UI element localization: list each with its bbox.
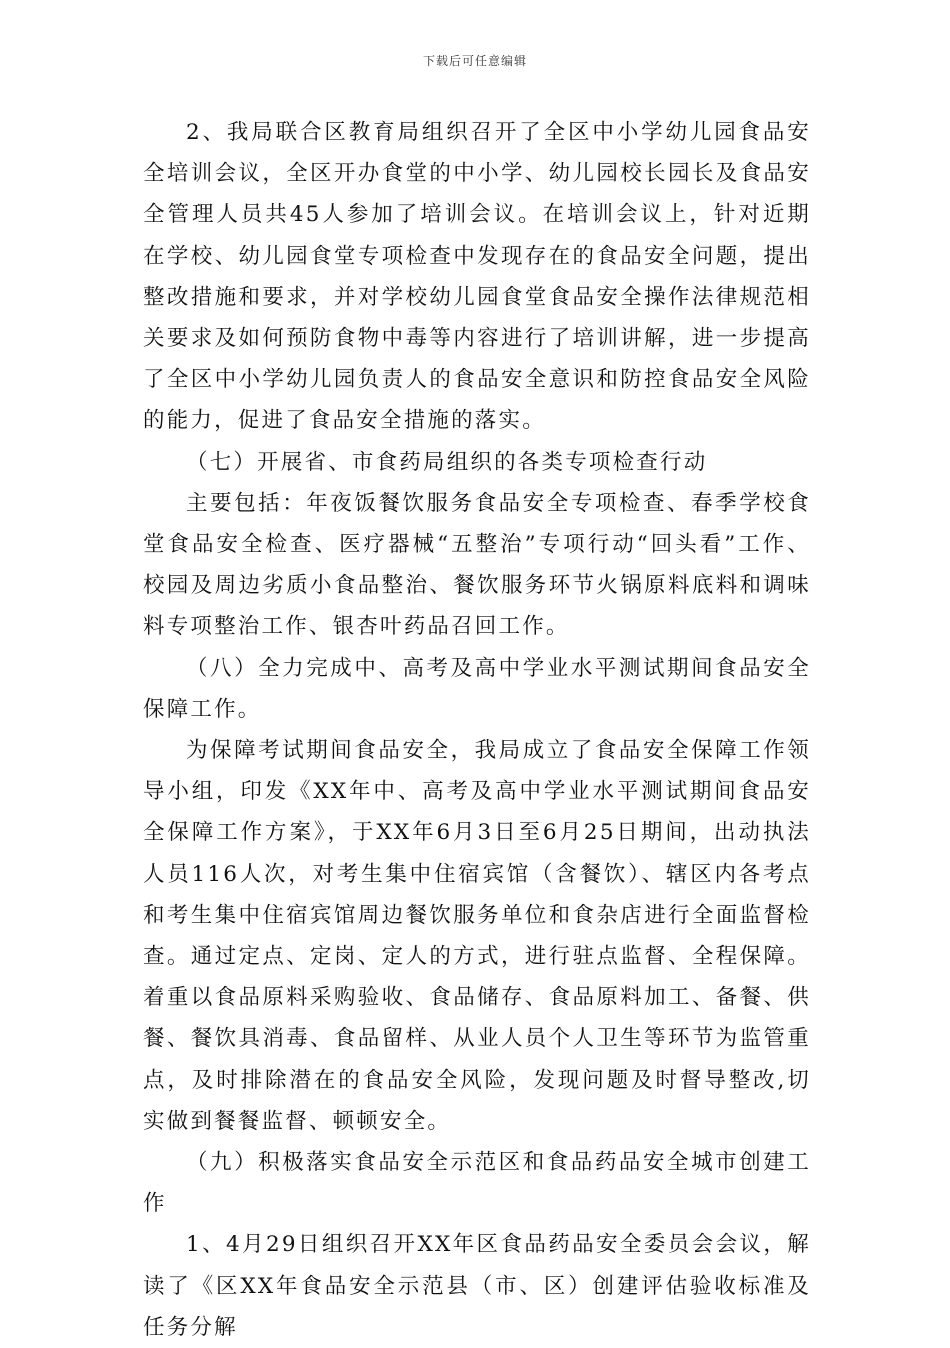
document-body xyxy=(143,112,811,1348)
section-heading-8: （八）全力完成中、高考及高中学业水平测试期间食品安全保障工作。 xyxy=(143,655,811,722)
paragraph-special-inspections: 主要包括：年夜饭餐饮服务食品安全专项检查、春季学校食堂食品安全检查、医疗器械“五整治”专项行动“回头看”工作、校园及周边劣质小食品整治、餐饮服务环节火锅原料底料和调味料专项整治工作、银杏叶药品召回工作。 xyxy=(143,490,811,640)
section-heading-9: （九）积极落实食品安全示范区和食品药品安全城市创建工作 xyxy=(143,1150,811,1217)
paragraph-exam-food-safety: 为保障考试期间食品安全，我局成立了食品安全保障工作领导小组，印发《XX年中、高考及高中学业水平测试期间食品安全保障工作方案》，于XX年6月3日至6月25日期间，出动执法人员116人次，对考生集中住宿宾馆（含餐饮）、辖区内各考点和考生集中住宿宾馆周边餐饮服务单位和食杂店进行全面监督检查。通过定点、定岗、定人的方式，进行驻点监督、全程保障。着重以食品原料采购验收、食品储存、食品原料加工、备餐、供餐、餐饮具消毒、食品留样、从业人员个人卫生等环节为监管重点，及时排除潜在的食品安全风险，发现问题及时督导整改,切实做到餐餐监督、顿顿安全。 xyxy=(143,738,811,1134)
paragraph-committee-meeting: 1、4月29日组织召开XX年区食品药品安全委员会会议，解读了《区XX年食品安全示范县（市、区）创建评估验收标准及任务分解 xyxy=(143,1232,811,1340)
section-heading-7: （七）开展省、市食药局组织的各类专项检查行动 xyxy=(186,449,708,475)
header-note: 下载后可任意编辑 xyxy=(422,54,527,68)
paragraph-training-meeting: 2、我局联合区教育局组织召开了全区中小学幼儿园食品安全培训会议，全区开办食堂的中小学、幼儿园校长园长及食品安全管理人员共45人参加了培训会议。在培训会议上，针对近期在学校、幼儿园食堂专项检查中发现存在的食品安全问题，提出整改措施和要求，并对学校幼儿园食堂食品安全操作法律规范相关要求及如何预防食物中毒等内容进行了培训讲解，进一步提高了全区中小学幼儿园负责人的食品安全意识和防控食品安全风险的能力，促进了食品安全措施的落实。 xyxy=(143,120,811,434)
